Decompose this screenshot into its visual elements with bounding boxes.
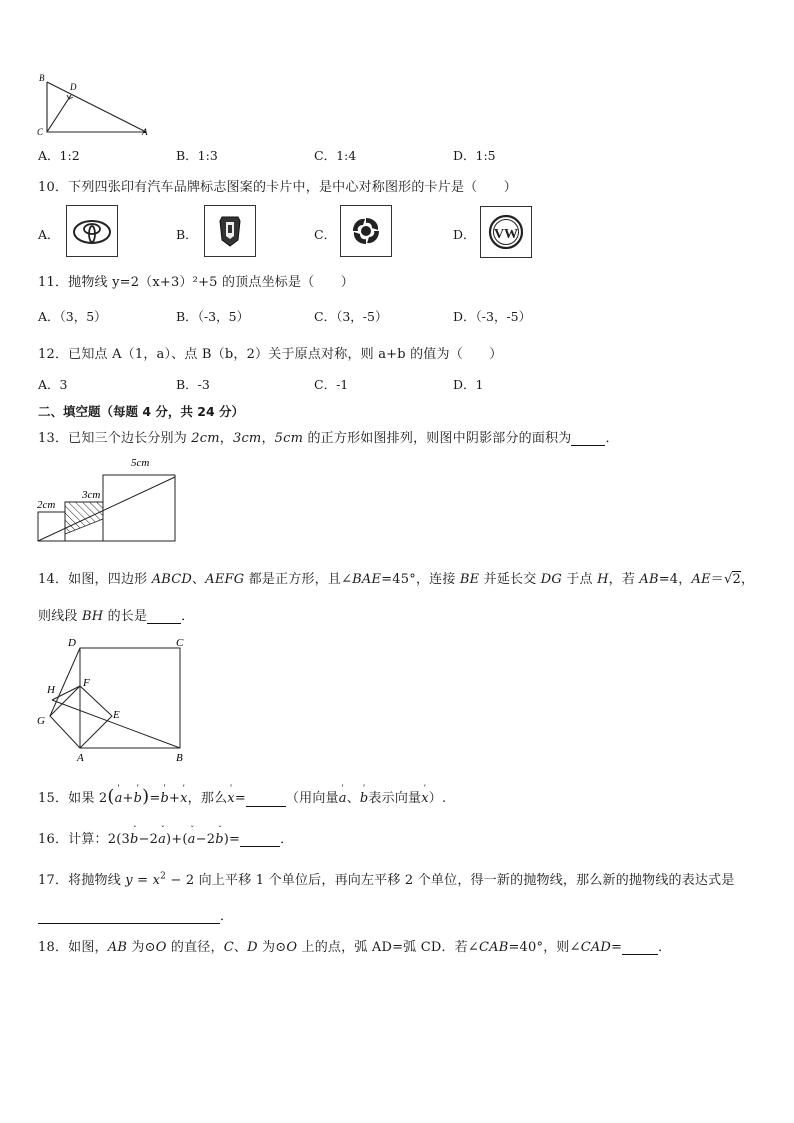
q11-option-c: C．（3，-5） (314, 309, 388, 324)
q10-option-d-label: D． (453, 227, 476, 242)
q14-label-c: C (176, 637, 184, 649)
q9-label-d: D (70, 82, 77, 92)
q9-label-a: A (142, 127, 148, 137)
q13-label-5cm: 5cm (131, 457, 150, 469)
q12-option-b: B．-3 (176, 377, 210, 392)
q14-label-h: H (47, 684, 55, 696)
q15-answer-blank[interactable] (246, 791, 286, 807)
q14-label-e: E (113, 709, 120, 721)
q12-option-c: C．-1 (314, 377, 349, 392)
q16-answer-blank[interactable] (240, 831, 280, 847)
q13-label-2cm: 2cm (37, 499, 56, 511)
q15-line: 15．如果 2( ˈ a+ ˈ b)= ˈ b+ ˈ x，那么 ˈ x= （用向量 ˈ a、 ˈ b表示向量 ˈ x）. (38, 784, 447, 807)
q10-option-b-label: B． (176, 227, 198, 242)
q13-squares-figure (34, 454, 184, 546)
q14-label-b: B (176, 752, 183, 764)
swirl-logo-card (340, 205, 392, 257)
q10-stem: 10．下列四张印有汽车品牌标志图案的卡片中，是中心对称图形的卡片是（ ） (38, 180, 517, 195)
q11-option-b: B．（-3，5） (176, 309, 250, 324)
section-fill-in-title: 二、填空题（每题 4 分，共 24 分） (38, 404, 245, 419)
sqrt-icon: √ (723, 572, 733, 587)
q18-answer-blank[interactable] (622, 939, 658, 955)
q14-label-a: A (77, 752, 84, 764)
q11-option-d: D．（-3，-5） (453, 309, 532, 324)
q13-label-3cm: 3cm (82, 489, 101, 501)
q17-line2: ． (38, 905, 233, 924)
q10-option-a-label: A． (38, 227, 60, 242)
q9-option-b: B．1:3 (176, 148, 218, 163)
q18-line: 18．如图，AB 为⊙O 的直径，C、D 为⊙O 上的点，弧 AD=弧 CD．若∠CAB=40°，则∠CAD= ． (38, 940, 672, 955)
q9-option-c: C．1:4 (314, 148, 357, 163)
q14-line1: 14．如图，四边形 ABCD、AEFG 都是正方形，且∠BAE=45°，连接 BE 并延长交 DG 于点 H，若 AB=4，AE＝√2， (38, 572, 755, 587)
q14-label-d: D (68, 637, 76, 649)
shield-logo-icon (205, 206, 255, 256)
shield-logo-card (204, 205, 256, 257)
q14-line2: 则线段 BH 的长是 ． (38, 609, 195, 624)
q12-stem: 12．已知点 A（1，a）、点 B（b，2）关于原点对称，则 a+b 的值为（ ） (38, 347, 503, 362)
q9-triangle-figure (36, 72, 156, 140)
volkswagen-logo-icon (481, 207, 531, 257)
q9-option-d: D．1:5 (453, 148, 496, 163)
q12-option-d: D．1 (453, 377, 484, 392)
q17-answer-blank[interactable] (38, 908, 220, 924)
q17-line1: 17．将抛物线 $y = x^2 - 2$ 向上平移 1 个单位后，再向左平移 2 个单位，得一新的抛物线，那么新的抛物线的表达式是 (38, 871, 735, 888)
q13-answer-blank[interactable] (571, 430, 605, 446)
q9-label-c: C (37, 127, 44, 137)
q9-label-b: B (39, 73, 45, 83)
q11-stem: 11．抛物线 y=2（x+3）²+5 的顶点坐标是（ ） (38, 275, 354, 290)
toyota-logo-icon (67, 206, 117, 256)
q11-option-a: A．（3，5） (38, 309, 107, 324)
volkswagen-logo-card (480, 206, 532, 258)
q14-answer-blank[interactable] (147, 608, 181, 624)
toyota-logo-card (66, 205, 118, 257)
vw-logo-text: VW (493, 227, 519, 242)
q9-option-a: A．1:2 (38, 148, 80, 163)
q14-label-f: F (83, 677, 90, 689)
q16-line: 16．计算：2(3 ˇ b−2 ˇ a)+( ˇ a−2 ˇ b)= ． (38, 825, 294, 847)
q14-label-g: G (37, 715, 45, 727)
q10-option-c-label: C． (314, 227, 337, 242)
q14-squares-figure (34, 632, 194, 764)
q13-stem: 13．已知三个边长分别为 2cm，3cm，5cm 的正方形如图排列，则图中阴影部分的面积为 ． (38, 431, 619, 446)
q12-option-a: A．3 (38, 377, 68, 392)
swirl-logo-icon (341, 206, 391, 256)
